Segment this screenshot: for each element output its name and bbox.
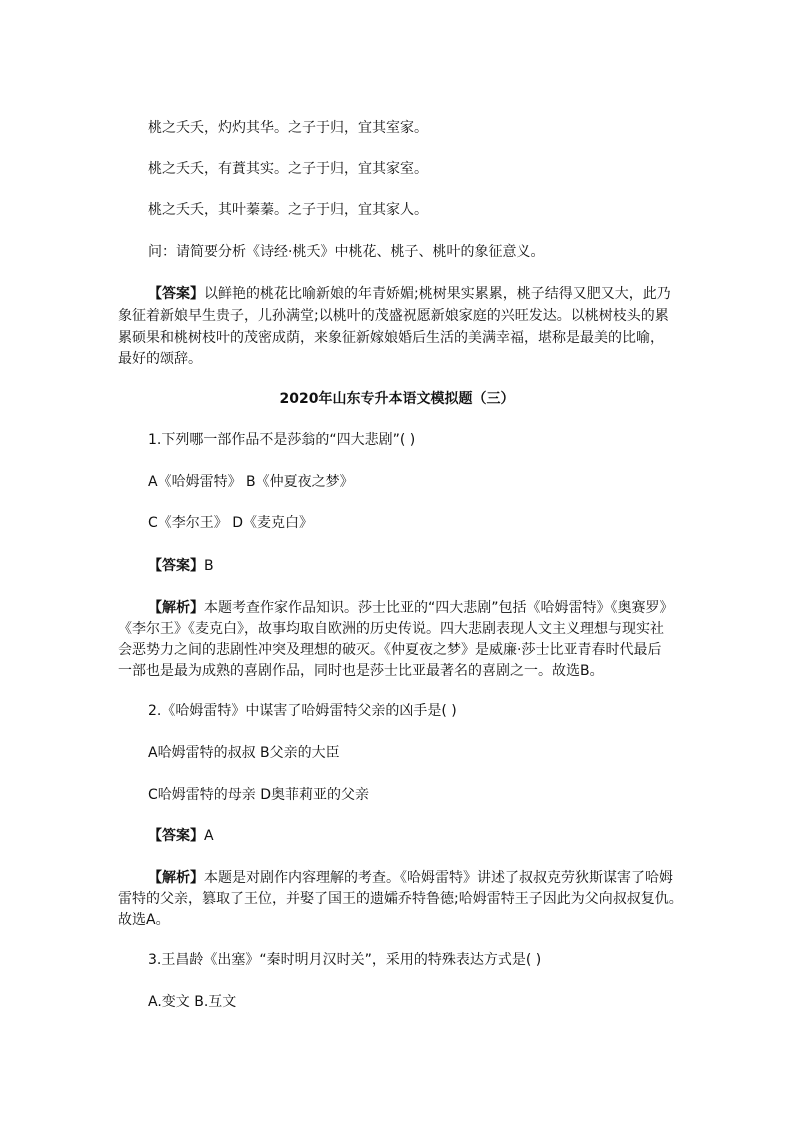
q1-analysis-line-3: 会恶势力之间的悲剧性冲突及理想的破灭。《仲夏夜之梦》是威廉·莎士比亚青春时代最后: [118, 642, 662, 658]
q1-options-cd: C《李尔王》 D《麦克白》: [148, 515, 314, 531]
analysis-tag: 【解析】: [148, 870, 204, 886]
q2-analysis-line-2: 雷特的父亲，篡取了王位，并娶了国王的遗孀乔特鲁德;哈姆雷特王子因此为父向叔叔复仇。: [118, 891, 683, 907]
q2-answer-value: A: [204, 828, 214, 844]
poem-answer-line-4: 最好的颂辞。: [118, 351, 202, 367]
q1-answer-value: B: [204, 558, 214, 574]
q2-analysis-line-3: 故选A。: [118, 912, 170, 928]
answer-tag: 【答案】: [148, 828, 204, 844]
q2-options-ab: A哈姆雷特的叔叔 B父亲的大臣: [148, 745, 340, 761]
poem-line-1: 桃之夭夭，灼灼其华。之子于归，宜其室家。: [148, 120, 428, 136]
q2-stem: 2.《哈姆雷特》中谋害了哈姆雷特父亲的凶手是( ): [148, 703, 457, 719]
q1-analysis-line-2: 《李尔王》《麦克白》，故事均取自欧洲的历史传说。四大悲剧表现人文主义理想与现实社: [118, 621, 664, 637]
q1-analysis-line-1: [148, 598, 674, 618]
q3-options-ab: A.变文 B.互文: [148, 994, 237, 1010]
poem-answer-line-1: [148, 284, 671, 304]
analysis-tag: 【解析】: [148, 600, 204, 616]
q2-analysis-text-1: 本题是对剧作内容理解的考查。《哈姆雷特》讲述了叔叔克劳狄斯谋害了哈姆: [204, 870, 673, 886]
q3-stem: 3.王昌龄《出塞》“秦时明月汉时关”，采用的特殊表达方式是( ): [148, 952, 542, 968]
q1-stem: 1.下列哪一部作品不是莎翁的“四大悲剧”( ): [148, 432, 416, 448]
answer-tag: 【答案】: [148, 558, 204, 574]
answer-tag: 【答案】: [148, 286, 204, 302]
q2-answer: [148, 826, 214, 846]
section-title: 2020年山东专升本语文模拟题（三）: [279, 391, 515, 407]
q1-answer: [148, 556, 214, 576]
poem-question: 问：请简要分析《诗经·桃夭》中桃花、桃子、桃叶的象征意义。: [148, 244, 545, 260]
poem-line-2: 桃之夭夭，有蕡其实。之子于归，宜其家室。: [148, 161, 428, 177]
poem-answer-line-3: 累硕果和桃树枝叶的茂密成荫，来象征新嫁娘婚后生活的美满幸福，堪称是最美的比喻，: [118, 330, 664, 346]
poem-answer-line-2: 象征着新娘早生贵子，儿孙满堂;以桃叶的茂盛祝愿新娘家庭的兴旺发达。以桃树枝头的累: [118, 308, 669, 324]
q2-analysis-line-1: [148, 868, 673, 888]
q1-options-ab: A《哈姆雷特》 B《仲夏夜之梦》: [148, 474, 354, 490]
q1-analysis-line-4: 一部也是最为成熟的喜剧作品，同时也是莎士比亚最著名的喜剧之一。故选B。: [118, 663, 604, 679]
poem-answer-text-1: 以鲜艳的桃花比喻新娘的年青娇媚;桃树果实累累，桃子结得又肥又大，此乃: [204, 286, 671, 302]
q1-analysis-text-1: 本题考查作家作品知识。莎士比亚的“四大悲剧”包括《哈姆雷特》《奥赛罗》: [204, 600, 674, 616]
poem-line-3: 桃之夭夭，其叶蓁蓁。之子于归，宜其家人。: [148, 202, 428, 218]
q2-options-cd: C哈姆雷特的母亲 D奥菲莉亚的父亲: [148, 787, 370, 803]
